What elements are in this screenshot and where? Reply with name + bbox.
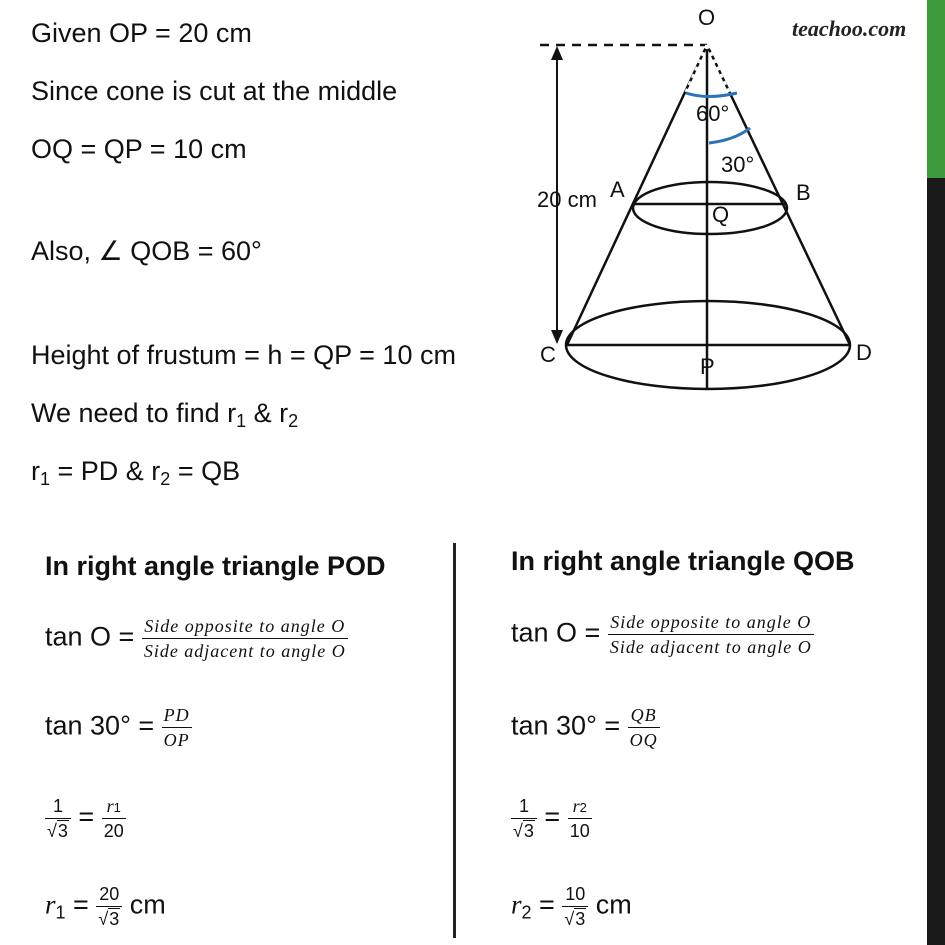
given-line-7: $r_1$ = PD & $r_2$ = QB (31, 456, 241, 489)
label-D: D (856, 340, 872, 365)
given-line-2: Since cone is cut at the middle (31, 76, 398, 106)
label-Q: Q (712, 202, 730, 227)
right-heading: In right angle triangle QOB (511, 546, 855, 576)
label-height: 20 cm (537, 187, 597, 212)
left-ratio-equation: $\frac{1}{√3}$ = $\frac{r1}{20}$ (47, 796, 124, 841)
label-B: B (796, 180, 811, 205)
given-line-1: Given OP = 20 cm (31, 18, 252, 48)
right-tan30: tan 30° = $\frac{QB}{OQ}$ (511, 705, 658, 750)
top-ellipse (633, 182, 787, 234)
column-divider (453, 543, 456, 938)
left-tan-formula: tan O = $\frac{\text{Side opposite to angle O}}{\text{Side adjacent to angle O}}$ (45, 616, 346, 661)
right-tan-formula: tan O = $\frac{\text{Side opposite to angle O}}{\text{Side adjacent to angle O}}$ (511, 612, 812, 657)
left-result: $r_1$ = $\frac{20}{√3}$ cm (45, 884, 166, 929)
label-angle-30: 30° (721, 152, 755, 177)
label-angle-60: 60° (696, 101, 730, 126)
label-C: C (540, 342, 556, 367)
label-O: O (698, 5, 716, 30)
label-A: A (610, 177, 625, 202)
given-line-5: Height of frustum = h = QP = 10 cm (31, 340, 456, 370)
given-line-3: OQ = QP = 10 cm (31, 134, 247, 164)
right-ratio-equation: $\frac{1}{√3}$ = $\frac{r2}{10}$ (513, 796, 590, 841)
given-line-4: Also, ∠ QOB = 60° (31, 236, 262, 266)
left-heading: In right angle triangle POD (45, 551, 386, 581)
left-tan30: tan 30° = $\frac{PD}{OP}$ (45, 705, 190, 750)
teachoo-logo: teachoo.com (792, 16, 907, 41)
arc-30 (709, 128, 750, 143)
height-arrow-top (551, 46, 563, 60)
right-result: $r_2$ = $\frac{10}{√3}$ cm (511, 884, 632, 929)
label-P: P (700, 354, 715, 379)
arc-60 (686, 93, 737, 97)
given-line-6: We need to find $r_1$ & $r_2$ (31, 398, 299, 431)
